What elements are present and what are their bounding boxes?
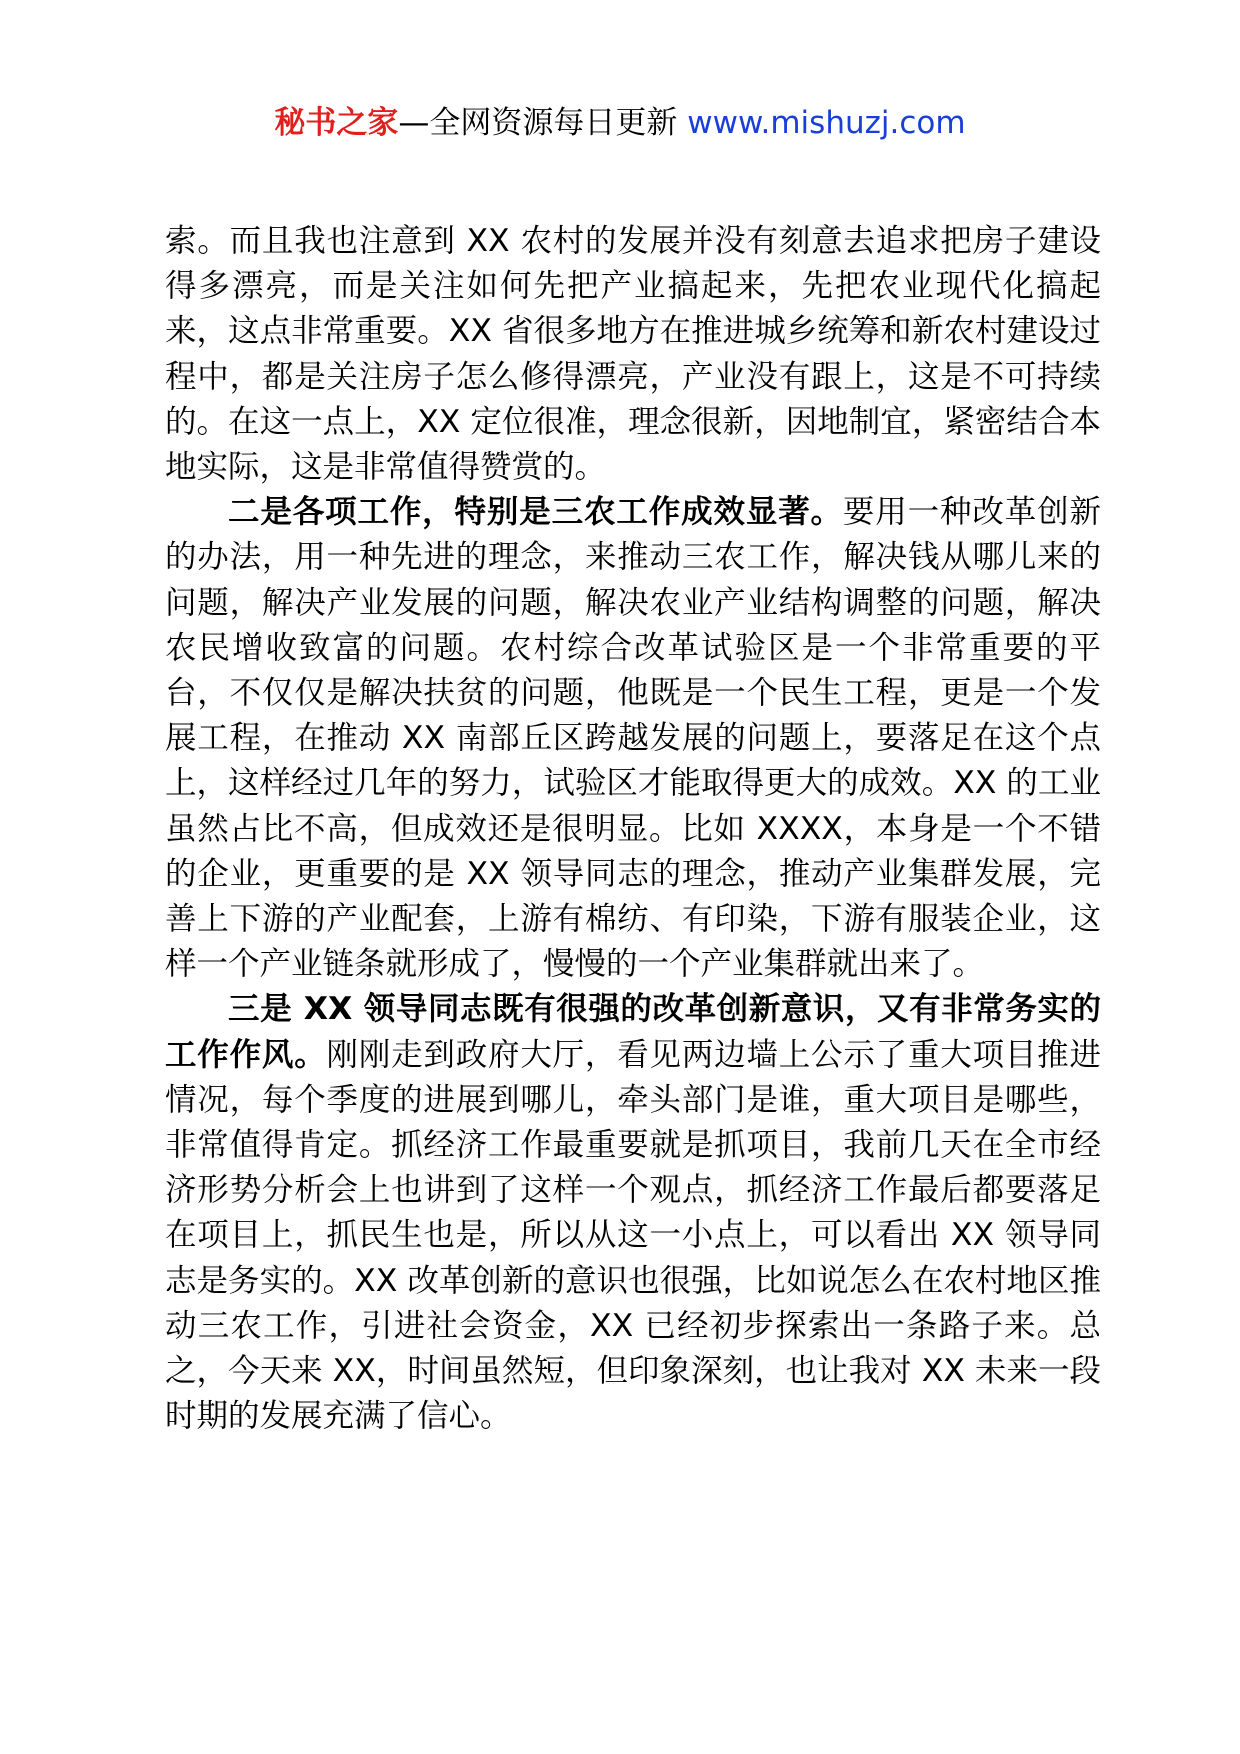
site-brand: 秘书之家 xyxy=(274,105,399,141)
paragraph-text: 要用一种改革创新的办法，用一种先进的理念，来推动三农工作，解决钱从哪儿来的问题，解决产业发展的问题，解决农业产业结构调整的问题，解决农民增收致富的问题。农村综合改革试验区是一个非常重要的平台，不仅仅是解决扶贫的问题，他既是一个民生工程，更是一个发展工程，在推动 XX 南部丘区跨越发展的问题上，要落足在这个点上，这样经过几年的努力，试验区才能取得更大的成效。XX 的工业虽然占比不高，但成效还是很明显。比如 XXXX，本身是一个不错的企业，更重要的是 XX 领导同志的理念，推动产业集群发展，完善上下游的产业配套，上游有棉纺、有印染，下游有服装企业，这样一个产业链条就形成了，慢慢的一个产业集群就出来了。 xyxy=(165,494,1101,983)
paragraph-lead-heading: 二是各项工作，特别是三农工作成效显著。 xyxy=(228,494,843,531)
paragraph-point-three xyxy=(165,987,1101,1439)
site-url-link[interactable]: www.mishuzj.com xyxy=(687,105,966,141)
paragraph-text: 索。而且我也注意到 XX 农村的发展并没有刻意去追求把房子建设得多漂亮，而是关注如何先把产业搞起来，先把农业现代化搞起来，这点非常重要。XX 省很多地方在推进城乡统筹和新农村建设过程中，都是关注房子怎么修得漂亮，产业没有跟上，这是不可持续的。在这一点上，XX 定位很准，理念很新，因地制宜，紧密结合本地实际，这是非常值得赞赏的。 xyxy=(165,223,1101,486)
paragraph-lead-heading: 三是 XX 领导同志既有很强的改革创新意识，又有非常务实的工作作风。 xyxy=(165,991,1101,1073)
paragraph-text: 刚刚走到政府大厅，看见两边墙上公示了重大项目推进情况，每个季度的进展到哪儿，牵头部门是谁，重大项目是哪些，非常值得肯定。抓经济工作最重要就是抓项目，我前几天在全市经济形势分析会上也讲到了这样一个观点，抓经济工作最后都要落足在项目上，抓民生也是，所以从这一小点上，可以看出 XX 领导同志是务实的。XX 改革创新的意识也很强，比如说怎么在农村地区推动三农工作，引进社会资金，XX 已经初步探索出一条路子来。总之，今天来 XX，时间虽然短，但印象深刻，也让我对 XX 未来一段时期的发展充满了信心。 xyxy=(165,1036,1101,1435)
document-body xyxy=(165,219,1101,1439)
site-header xyxy=(0,100,1240,146)
paragraph-point-two xyxy=(165,490,1101,987)
paragraph-continuation xyxy=(165,219,1101,490)
site-tagline: —全网资源每日更新 xyxy=(398,105,688,141)
